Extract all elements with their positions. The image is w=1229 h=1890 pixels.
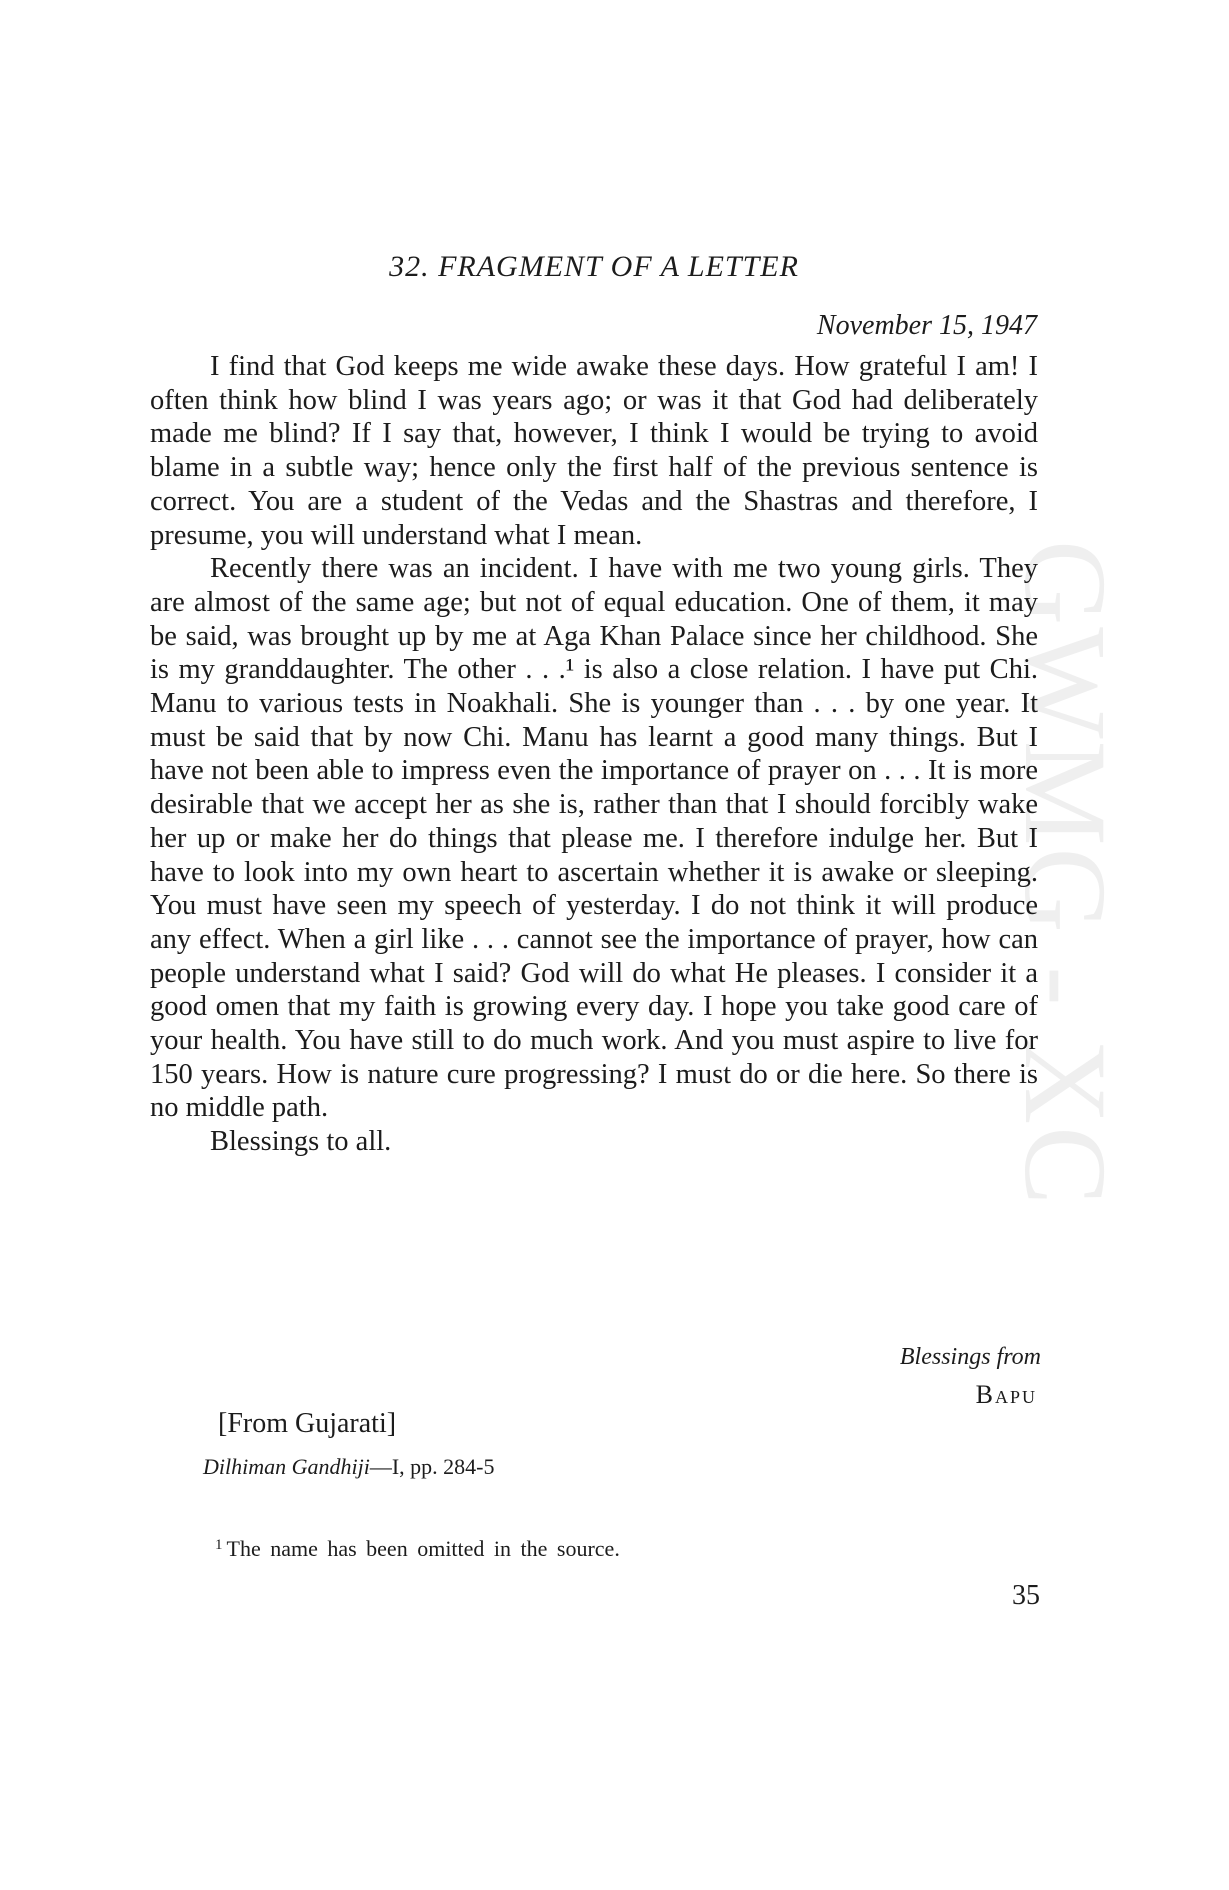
signature-salutation: Blessings from [899, 1344, 1041, 1370]
watermark: GWMG - XC [1000, 540, 1131, 1207]
paragraph: I find that God keeps me wide awake these days. How grateful I am! I often think how blind I was years ago; or was it that God had deliberately made me blind? If I say that, however, I think I would be trying to avoid blame in a subtle way; hence only the first half of the previous sentence is correct. You are a student of the Vedas and the Shastras and therefore, I presume, you will understand what I mean. [150, 351, 1038, 551]
letter-date: November 15, 1947 [816, 310, 1037, 341]
paragraph: Blessings to all. [210, 1126, 392, 1158]
source-book-title: Dilhiman Gandhiji [203, 1454, 370, 1479]
footnote-text: The name has been omitted in the source. [226, 1536, 620, 1561]
signature-name: Bapu [975, 1380, 1037, 1409]
source-pages: —I, pp. 284-5 [369, 1454, 495, 1479]
document-title: 32. FRAGMENT OF A LETTER [389, 250, 799, 283]
paragraph: Recently there was an incident. I have with me two young girls. They are almost of the same age; but not of equal education. One of them, it may be said, was brought up by me at Aga Khan Palace since her childhood. She is my granddaughter. The other . . .¹ is also a close relation. I have put Chi. Manu to various tests in Noakhali. She is younger than . . . by one year. It must be said that by now Chi. Manu has learnt a good many things. But I have not been able to impress even the importance of prayer on . . . It is more desirable that we accept her as she is, rather than that I should forcibly wake her up or make her do things that please me. I therefore indulge her. But I have to look into my own heart to ascertain whether it is awake or sleeping. You must have seen my speech of yesterday. I do not think it will produce any effect. When a girl like . . . cannot see the importance of prayer, how can people understand what I said? God will do what He pleases. I consider it a good omen that my faith is growing every day. I hope you take good care of your health. You have still to do much work. And you must aspire to live for 150 years. How is nature cure progressing? I must do or die here. So there is no middle path. [150, 553, 1038, 1124]
signature-block [900, 1340, 1041, 1410]
letter-body [150, 350, 1038, 1159]
footnote-marker: 1 [215, 1537, 223, 1553]
page-number: 35 [1012, 1580, 1040, 1611]
source-language: [From Gujarati] [218, 1408, 397, 1439]
footnote [215, 1536, 620, 1562]
source-reference [203, 1454, 495, 1480]
